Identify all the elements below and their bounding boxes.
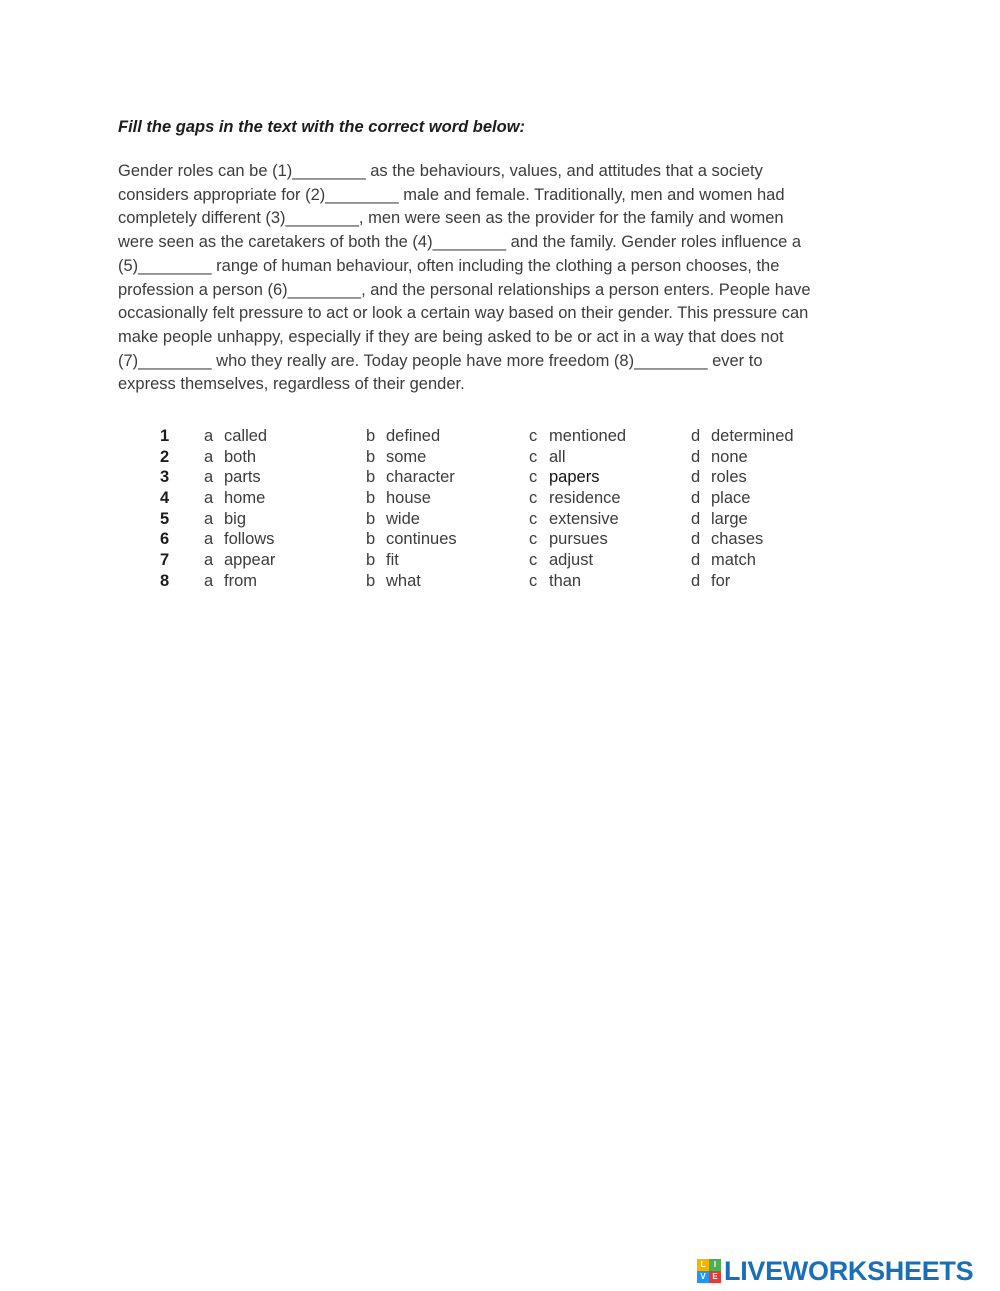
option-letter: a [204,447,214,466]
badge-letter-l: L [697,1259,709,1271]
option-word: extensive [549,509,619,528]
option-d[interactable] [691,447,748,468]
option-word: both [224,447,257,466]
option-letter: c [529,468,538,487]
passage-line: completely different (3)________, men were seen as the provider for the family and women [118,209,784,228]
option-letter: c [529,530,538,549]
option-c[interactable] [529,447,566,468]
option-word: called [224,427,268,445]
option-b[interactable] [366,488,431,509]
question-number: 3 [160,468,170,487]
option-b[interactable] [366,571,421,592]
option-a[interactable] [204,529,274,550]
question-number: 1 [160,427,170,445]
options-row-6 [118,529,878,550]
option-a[interactable] [204,447,256,468]
option-letter: a [204,530,214,549]
badge-letter-e: E [709,1271,721,1283]
option-letter: d [691,427,701,445]
option-word: from [224,571,257,590]
option-word: than [549,571,582,590]
option-word: roles [711,468,747,487]
option-letter: d [691,468,701,487]
option-word: adjust [549,551,594,570]
option-letter: b [366,571,376,590]
option-word: pursues [549,530,608,549]
question-number: 7 [160,551,170,570]
option-word: determined [711,427,794,445]
answer-options-table [118,426,878,592]
option-c[interactable] [529,529,608,550]
option-c[interactable] [529,550,593,571]
badge-letter-i: I [709,1259,721,1271]
option-letter: b [366,530,376,549]
question-number: 2 [160,447,170,466]
options-row-4 [118,488,878,509]
option-d[interactable] [691,529,763,550]
option-letter: a [204,489,214,508]
option-d[interactable] [691,467,747,488]
passage-line: considers appropriate for (2)________ male and female. Traditionally, men and women had [118,185,785,204]
liveworksheets-badge-icon [697,1259,721,1283]
option-word: what [386,571,421,590]
passage-line: Gender roles can be (1)________ as the behaviours, values, and attitudes that a society [118,162,763,180]
option-word: large [711,509,748,528]
options-row-2 [118,447,878,468]
option-word: big [224,509,247,528]
option-letter: d [691,447,701,466]
options-row-1 [118,426,878,447]
option-word: fit [386,551,399,570]
question-number: 4 [160,489,170,508]
option-b[interactable] [366,467,455,488]
option-letter: c [529,427,538,445]
option-letter: b [366,427,376,445]
option-letter: d [691,571,701,590]
option-letter: a [204,551,214,570]
liveworksheets-wordmark: LIVEWORKSHEETS [724,1256,974,1286]
option-word: some [386,447,427,466]
option-d[interactable] [691,571,730,592]
option-a[interactable] [204,426,267,447]
option-letter: a [204,468,214,487]
option-word: house [386,489,431,508]
option-word: continues [386,530,457,549]
option-b[interactable] [366,529,457,550]
option-word: chases [711,530,764,549]
option-a[interactable] [204,550,275,571]
option-letter: d [691,530,701,549]
question-number: 6 [160,530,170,549]
option-d[interactable] [691,426,794,447]
instruction-heading: Fill the gaps in the text with the correct word below: [118,118,526,136]
option-letter: d [691,489,701,508]
option-c[interactable] [529,488,621,509]
option-letter: c [529,489,538,508]
option-c[interactable] [529,426,626,447]
option-word: place [711,489,751,508]
option-letter: b [366,509,376,528]
passage-line: express themselves, regardless of their gender. [118,375,465,394]
option-letter: b [366,551,376,570]
options-row-7 [118,550,878,571]
option-word: for [711,571,731,590]
option-letter: c [529,509,538,528]
option-word: papers [549,468,600,487]
options-row-8 [118,571,878,592]
option-letter: c [529,571,538,590]
option-letter: c [529,551,538,570]
passage-line: make people unhappy, especially if they are being asked to be or act in a way that does not [118,327,784,346]
option-word: appear [224,551,276,570]
option-d[interactable] [691,550,756,571]
option-word: match [711,551,756,570]
option-c[interactable] [529,467,599,488]
option-a[interactable] [204,467,261,488]
option-a[interactable] [204,571,257,592]
option-letter: a [204,427,214,445]
option-word: defined [386,427,441,445]
option-c[interactable] [529,571,581,592]
option-a[interactable] [204,509,246,530]
option-a[interactable] [204,488,265,509]
option-word: character [386,468,455,487]
passage-line: profession a person (6)________, and the personal relationships a person enters. People have [118,280,811,299]
options-row-3 [118,467,878,488]
liveworksheets-logo[interactable] [697,1256,973,1286]
gap-fill-passage [118,160,898,397]
option-b[interactable] [366,550,399,571]
passage-line: occasionally felt pressure to act or look a certain way based on their gender. This pressure can [118,304,809,323]
option-d[interactable] [691,488,750,509]
passage-line: were seen as the caretakers of both the (4)________ and the family. Gender roles influence a [118,233,802,252]
option-c[interactable] [529,509,619,530]
option-letter: c [529,447,538,466]
option-b[interactable] [366,447,426,468]
option-word: all [549,447,566,466]
badge-letter-v: V [697,1271,709,1283]
option-word: residence [549,489,621,508]
option-word: mentioned [549,427,627,445]
option-letter: a [204,571,214,590]
passage-line: (7)________ who they really are. Today people have more freedom (8)________ ever to [118,351,763,370]
passage-line: (5)________ range of human behaviour, often including the clothing a person chooses, the [118,256,780,275]
question-number: 8 [160,571,170,590]
option-letter: b [366,489,376,508]
option-letter: a [204,509,214,528]
option-letter: d [691,509,701,528]
option-word: none [711,447,748,466]
option-word: home [224,489,266,508]
option-letter: d [691,551,701,570]
options-row-5 [118,509,878,530]
option-word: parts [224,468,261,487]
option-word: follows [224,530,275,549]
option-word: wide [386,509,420,528]
option-letter: b [366,447,376,466]
option-d[interactable] [691,509,748,530]
option-letter: b [366,468,376,487]
option-b[interactable] [366,509,420,530]
question-number: 5 [160,509,170,528]
option-b[interactable] [366,426,440,447]
